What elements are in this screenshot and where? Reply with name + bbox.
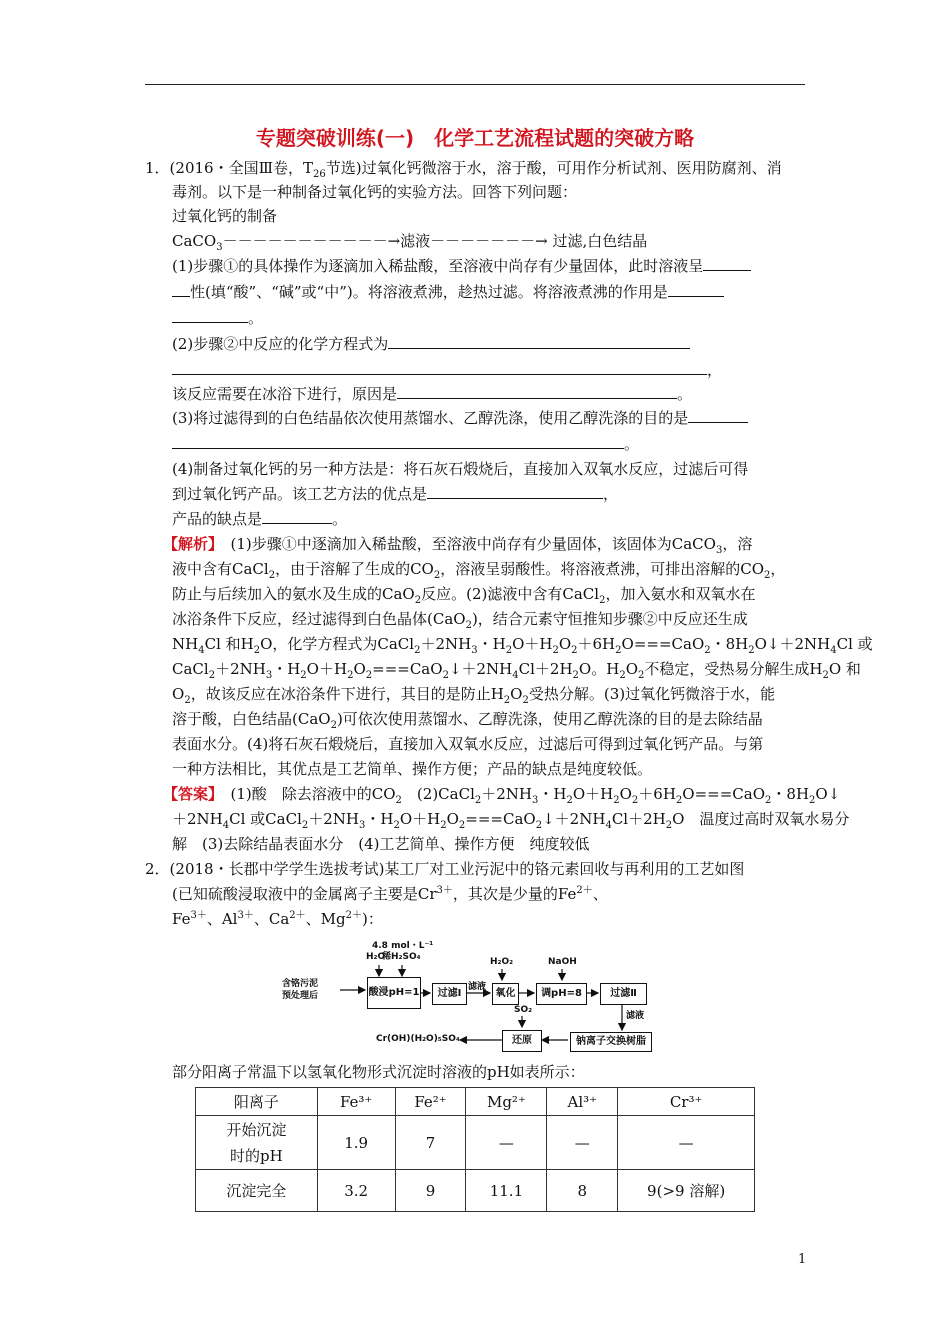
adjust-box: 调pH=8 xyxy=(536,983,587,1005)
q2-number: 2． xyxy=(145,860,170,878)
answer-blank xyxy=(172,282,190,297)
table-cell: 9(>9 溶解) xyxy=(618,1170,755,1212)
q2-line-2: (已知硫酸浸取液中的金属离子主要是$Cr^{3+}$，其次是少量的$Fe^{2+}$、 xyxy=(172,885,608,903)
product-label: Cr(OH)(H₂O)₅SO₄ xyxy=(376,1034,460,1044)
table-header-cell: 阳离子 xyxy=(196,1088,318,1116)
analysis-tag: 【解析】 xyxy=(163,535,216,553)
q1-line-3: 过氧化钙的制备 xyxy=(172,207,278,225)
q1-part4-line-2: 到过氧化钙产品。该工艺方法的优点是 ， xyxy=(172,485,619,503)
q2-line-3: $Fe^{3+}$、$Al^{3+}$、$Ca^{2+}$、$Mg^{2+}$)： xyxy=(172,910,383,928)
q1-part4-line-1: (4)制备过氧化钙的另一种方法是：将石灰石煅烧后，直接加入双氧水反应，过滤后可得 xyxy=(172,460,749,478)
analysis-line-8: 溶于酸，白色结晶(CaO$_2$)可依次使用蒸馏水、乙醇洗涤，使用乙醇洗涤的目的是去除结晶 xyxy=(172,710,763,731)
filtrate2-label: 滤液 xyxy=(626,1011,645,1021)
answer-blank xyxy=(427,484,603,499)
feed-label-1: 含铬污泥 xyxy=(282,979,319,989)
feed-label-2: 预处理后 xyxy=(282,991,319,1001)
analysis-line-3: 防止与后续加入的氨水及生成的CaO$_2$反应。(2)滤液中含有CaCl$_2$，加入氨水和双氧水在 xyxy=(172,585,756,606)
page-number: 1 xyxy=(798,1252,807,1267)
acid-label-1: 4.8 mol・L⁻¹ xyxy=(372,941,434,951)
analysis-line-1: 【解析】 (1)步骤①中逐滴加入稀盐酸，至溶液中尚存有少量固体，该固体为CaCO$_3$，溶 xyxy=(163,535,753,556)
oxid-box: 氧化 xyxy=(492,983,519,1005)
table-intro: 部分阳离子常温下以氢氧化物形式沉淀时溶液的pH如表所示： xyxy=(172,1063,585,1081)
answer-blank xyxy=(703,256,751,271)
answer-blank xyxy=(172,360,707,375)
answer-blank xyxy=(668,282,724,297)
filter1-box: 过滤Ⅰ xyxy=(432,983,467,1005)
header-rule xyxy=(145,84,805,85)
exchange-box: 钠离子交换树脂 xyxy=(570,1032,652,1052)
table-row xyxy=(196,1170,755,1212)
table-cell: 1.9 xyxy=(317,1116,395,1170)
table-cell: 8 xyxy=(547,1170,618,1212)
q1-line-2: 毒剂。以下是一种制备过氧化钙的实验方法。回答下列问题： xyxy=(172,183,578,201)
analysis-line-4: 冰浴条件下反应，经过滤得到白色晶体(CaO$_2$)，结合元素守恒推知步骤②中反应还生成 xyxy=(172,610,748,631)
answer-blank xyxy=(397,384,677,399)
q2-line-1: 2．(2018・长郡中学学生选拔考试)某工厂对工业污泥中的铬元素回收与再利用的工艺如图 xyxy=(145,860,745,878)
q1-part4-line-3: 产品的缺点是 。 xyxy=(172,510,348,528)
analysis-line-10: 一种方法相比，其优点是工艺简单、操作方便；产品的缺点是纯度较低。 xyxy=(172,760,653,778)
answer-line-2: $+2NH_4Cl$ 或$CaCl_2+2NH_3$・$H_2O+H_2O_2===CaO_2↓+2NH_4Cl+2H_2O$ 温度过高时双氧水易分 xyxy=(172,810,850,831)
precipitation-ph-table xyxy=(195,1087,755,1212)
q1-part2-line-2: ， xyxy=(172,358,722,382)
answer-blank xyxy=(262,509,332,524)
so2-label: SO₂ xyxy=(514,1005,533,1015)
table-cell: 9 xyxy=(395,1170,466,1212)
process-flowchart xyxy=(280,938,665,1056)
table-cell: 3.2 xyxy=(317,1170,395,1212)
table-header-cell: Cr³⁺ xyxy=(618,1088,755,1116)
table-header-row xyxy=(196,1088,755,1116)
analysis-line-9: 表面水分。(4)将石灰石煅烧后，直接加入双氧水反应，过滤后可得到过氧化钙产品。与第 xyxy=(172,735,764,753)
q1-part2-line-3: 该反应需要在冰浴下进行，原因是 。 xyxy=(172,385,693,403)
naoh-label: NaOH xyxy=(548,957,577,967)
table-cell: — xyxy=(618,1116,755,1170)
table-cell: — xyxy=(547,1116,618,1170)
q1-number: 1． xyxy=(145,159,170,177)
q1-part3-line-1: (3)将过滤得到的白色结晶依次使用蒸馏水、乙醇洗涤，使用乙醇洗涤的目的是 xyxy=(172,406,748,430)
filter2-box: 过滤Ⅱ xyxy=(600,983,647,1005)
answer-tag: 【答案】 xyxy=(163,785,216,803)
q1-part3-line-2: 。 xyxy=(172,432,639,456)
analysis-line-6: $CaCl_2+2NH_3$・$H_2O+H_2O_2===CaO_2↓+2NH_4Cl+2H_2O$。$H_2O_2$不稳定，受热易分解生成$H_2O$ 和 xyxy=(172,660,861,681)
answer-blank xyxy=(172,308,248,323)
q1-part1-line-1: (1)步骤①的具体操作为逐滴加入稀盐酸，至溶液中尚存有少量固体，此时溶液呈 xyxy=(172,254,751,278)
page-title: 专题突破训练(一) 化学工艺流程试题的突破方略 xyxy=(255,126,695,150)
q1-part1-line-3: 。 xyxy=(172,306,263,330)
leach-label-1: 酸浸 xyxy=(368,987,389,998)
q1-flow-line: CaCO$_3$－－－－－－－－－－－→滤液－－－－－－－→ 过滤,白色结晶 xyxy=(172,232,648,253)
table-header-cell: Al³⁺ xyxy=(547,1088,618,1116)
answer-blank xyxy=(388,334,690,349)
acid-label-2: 稀H₂SO₄ xyxy=(382,952,421,962)
table-row-label: 开始沉淀 时的pH xyxy=(196,1116,318,1170)
table-row-label: 沉淀完全 xyxy=(196,1170,318,1212)
filtrate1-label: 滤液 xyxy=(468,982,487,992)
analysis-line-2: 液中含有CaCl$_2$，由于溶解了生成的$CO_2$，溶液呈弱酸性。将溶液煮沸，可排出溶解的$CO_2$， xyxy=(172,560,786,581)
q1-part2-line-1: (2)步骤②中反应的化学方程式为 xyxy=(172,332,690,356)
water-label: H₂O xyxy=(366,952,386,962)
leach-box xyxy=(367,977,421,1009)
q1-part1-line-2: 性(填“酸”、“碱”或“中”)。将溶液煮沸，趁热过滤。将溶液煮沸的作用是 xyxy=(172,280,724,304)
table-cell: — xyxy=(466,1116,547,1170)
q1-line-1: 1．(2016・全国Ⅲ卷，$T_{26}$节选)过氧化钙微溶于水，溶于酸，可用作分析试剂、医用防腐剂、消 xyxy=(145,159,782,180)
table-cell: 7 xyxy=(395,1116,466,1170)
table-header-cell: Fe²⁺ xyxy=(395,1088,466,1116)
table-row xyxy=(196,1116,755,1170)
reduce-box: 还原 xyxy=(502,1030,542,1052)
table-cell: 11.1 xyxy=(466,1170,547,1212)
leach-label-2: pH=1 xyxy=(388,987,420,998)
analysis-line-5: $NH_4Cl$ 和$H_2O$，化学方程式为$CaCl_2+2NH_3$・$H_2O+H_2O_2+6H_2O===CaO_2$・$8H_2O↓+2NH_4Cl$ 或 xyxy=(172,635,873,656)
table-header-cell: Fe³⁺ xyxy=(317,1088,395,1116)
analysis-line-7: $O_2$，故该反应在冰浴条件下进行，其目的是防止$H_2O_2$受热分解。(3)过氧化钙微溶于水，能 xyxy=(172,685,776,706)
table-header-cell: Mg²⁺ xyxy=(466,1088,547,1116)
h2o2-label: H₂O₂ xyxy=(490,957,514,967)
answer-line-1: 【答案】 (1)酸 除去溶液中的$CO_2$ $(2)CaCl_2+2NH_3$・$H_2O+H_2O_2+6H_2O===CaO_2$・$8H_2O↓$ xyxy=(163,785,841,806)
answer-blank xyxy=(688,408,748,423)
answer-blank xyxy=(172,434,624,449)
answer-line-3: 解 (3)去除结晶表面水分 (4)工艺简单、操作方便 纯度较低 xyxy=(172,835,590,853)
